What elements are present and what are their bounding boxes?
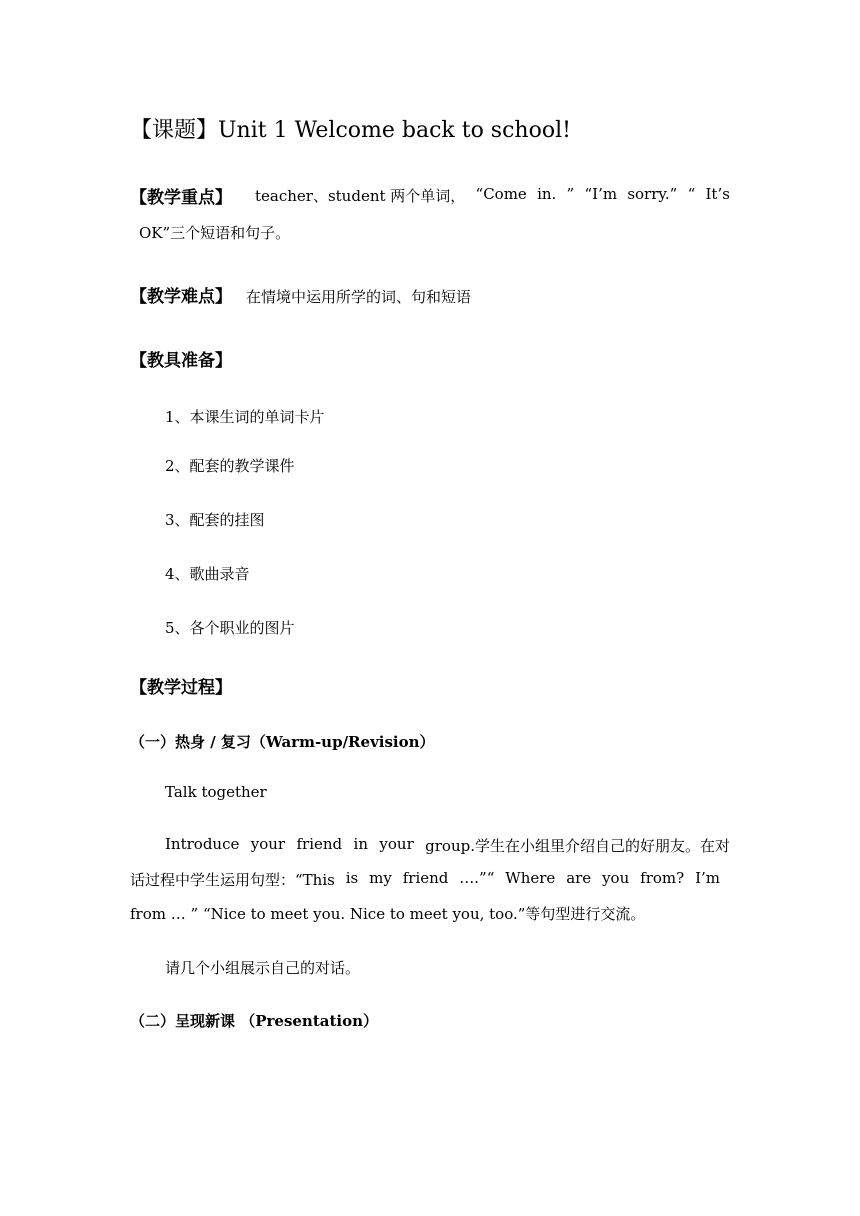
section2-heading: （二）呈现新课 （Presentation） — [130, 1012, 379, 1030]
section1-talk: Talk together — [165, 783, 267, 801]
para-part: is — [345, 869, 359, 887]
section1-para-line3: from … ” “Nice to meet you. Nice to meet you, too.”等句型进行交流。 — [130, 905, 646, 923]
key-points-part: in. — [537, 185, 557, 203]
key-points-part: ” — [566, 185, 575, 203]
materials-label: 【教具准备】 — [130, 351, 232, 371]
para-part: Introduce — [165, 835, 240, 853]
key-points-label: 【教学重点】 — [130, 188, 232, 208]
para-part: Where — [505, 869, 556, 887]
key-points-line1 — [255, 185, 730, 206]
para-part: you — [602, 869, 630, 887]
para-part: in — [353, 835, 369, 853]
para-part: from? — [640, 869, 685, 887]
para-part: your — [250, 835, 286, 853]
section1-para-line2 — [130, 869, 720, 890]
materials-item: 5、各个职业的图片 — [165, 619, 295, 637]
key-points-row — [130, 183, 246, 208]
para-part: ….”“ — [459, 869, 495, 887]
difficult-points-text: 在情境中运用所学的词、句和短语 — [246, 288, 472, 306]
key-points-part: “I’m — [584, 185, 618, 203]
key-points-part: sorry.” — [627, 185, 678, 203]
materials-item: 1、本课生词的单词卡片 — [165, 408, 325, 426]
para-part: my — [369, 869, 392, 887]
para-part: group.学生在小组里介绍自己的好朋友。在对 — [425, 837, 730, 855]
process-label: 【教学过程】 — [130, 678, 232, 698]
materials-item: 2、配套的教学课件 — [165, 457, 295, 475]
materials-item: 3、配套的挂图 — [165, 511, 265, 529]
para-part: friend — [296, 835, 343, 853]
lesson-title: 【课题】Unit 1 Welcome back to school! — [130, 118, 571, 143]
key-points-line2: OK”三个短语和句子。 — [139, 224, 291, 242]
para-part: are — [566, 869, 592, 887]
para-part: I’m — [695, 869, 720, 887]
section1-para-line1 — [165, 835, 730, 856]
key-points-part: teacher、student 两个单词， — [255, 187, 466, 205]
section1-heading: （一）热身 / 复习（Warm-up/Revision） — [130, 733, 435, 751]
para-part: your — [379, 835, 414, 853]
para-part: 话过程中学生运用句型：“This — [130, 871, 335, 889]
key-points-part: “Come — [475, 185, 527, 203]
key-points-part: “ — [687, 185, 696, 203]
section1-show: 请几个小组展示自己的对话。 — [165, 959, 361, 977]
materials-item: 4、歌曲录音 — [165, 565, 250, 583]
difficult-points-label: 【教学难点】 — [130, 287, 232, 307]
key-points-part: It’s — [705, 185, 730, 203]
para-part: friend — [402, 869, 449, 887]
difficult-points-row — [130, 282, 471, 307]
